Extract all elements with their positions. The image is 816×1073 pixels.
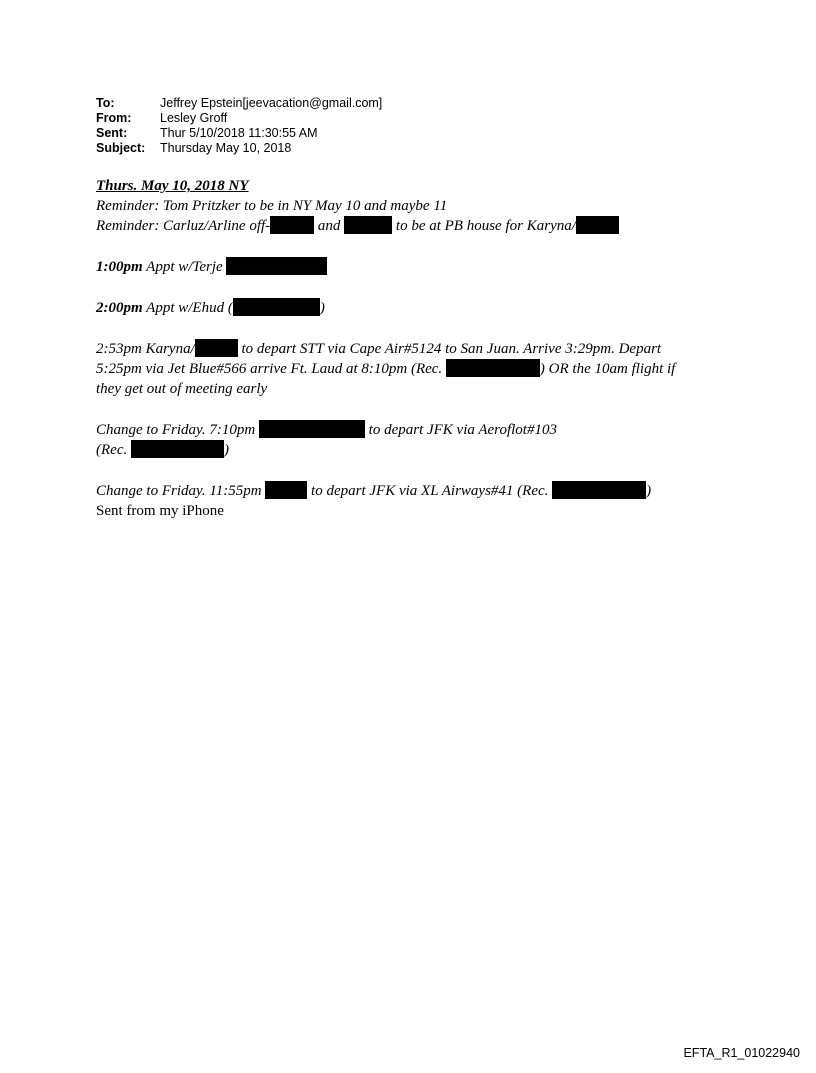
appt1-text: Appt w/Terje [142,259,227,275]
subject-value: Thursday May 10, 2018 [160,141,292,155]
flight1-text-a: 2:53pm Karyna/ [96,341,195,357]
redaction-block [195,339,238,357]
flight-line-1 [96,339,756,359]
change1-text-c: (Rec. [96,442,131,458]
change1-text-a: Change to Friday. 7:10pm [96,422,259,438]
to-value: Jeffrey Epstein[jeevacation@gmail.com] [160,96,383,110]
flight1-text-b: to depart STT via Cape Air#5124 to San Juan. Arrive 3:29pm. Depart [237,341,662,357]
appt2-close: ) [319,300,325,316]
change1-text-b: to depart JFK via Aeroflot#103 [364,422,557,438]
change-line-1 [96,420,756,440]
from-value: Lesley Groff [160,111,228,125]
reminder-line-1: Reminder: Tom Pritzker to be in NY May 10 and maybe 11 [96,198,448,214]
redaction-block [552,481,646,499]
change2-text-b: to depart JFK via XL Airways#41 (Rec. [307,483,553,499]
change-line-1b [96,440,756,460]
redaction-block [270,216,314,234]
to-label: To: [96,96,115,110]
reminder2-text-b: and [314,218,345,234]
flight1-text-d: ) OR the 10am flight if [539,361,676,377]
flight1-text-c: 5:25pm via Jet Blue#566 arrive Ft. Laud at 8:10pm (Rec. [96,361,446,377]
to-row [96,96,382,111]
appt2-time: 2:00pm [96,300,143,316]
redaction-block [233,298,320,316]
email-header [96,96,382,156]
redaction-block [344,216,392,234]
redaction-block [265,481,307,499]
flight-line-2 [96,359,756,379]
appt1-time: 1:00pm [96,259,143,275]
sent-value: Thur 5/10/2018 11:30:55 AM [160,126,318,140]
reminder2-text-c: to be at PB house for Karyna/ [392,218,576,234]
redaction-block [226,257,327,275]
change2-text-a: Change to Friday. 11:55pm [96,483,266,499]
subject-label: Subject: [96,141,146,155]
reminder2-text-a: Reminder: Carluz/Arline off- [96,218,271,234]
flight-line-3: they get out of meeting early [96,381,268,397]
redaction-block [576,216,619,234]
subject-row [96,141,382,156]
change2-text-c: ) [646,483,652,499]
signature-line: Sent from my iPhone [96,503,224,519]
document-id: EFTA_R1_01022940 [683,1046,800,1060]
appt-line-2 [96,298,756,318]
reminder-line-2 [96,216,756,236]
appt-line-1 [96,257,756,277]
email-body [96,176,756,521]
sent-label: Sent: [96,126,128,140]
redaction-block [446,359,540,377]
redaction-block [131,440,224,458]
schedule-title: Thurs. May 10, 2018 NY [96,178,249,194]
redaction-block [259,420,365,438]
change-line-2 [96,481,756,501]
from-row [96,111,382,126]
sent-row [96,126,382,141]
appt2-text: Appt w/Ehud ( [142,300,233,316]
from-label: From: [96,111,132,125]
change1-text-d: ) [223,442,229,458]
